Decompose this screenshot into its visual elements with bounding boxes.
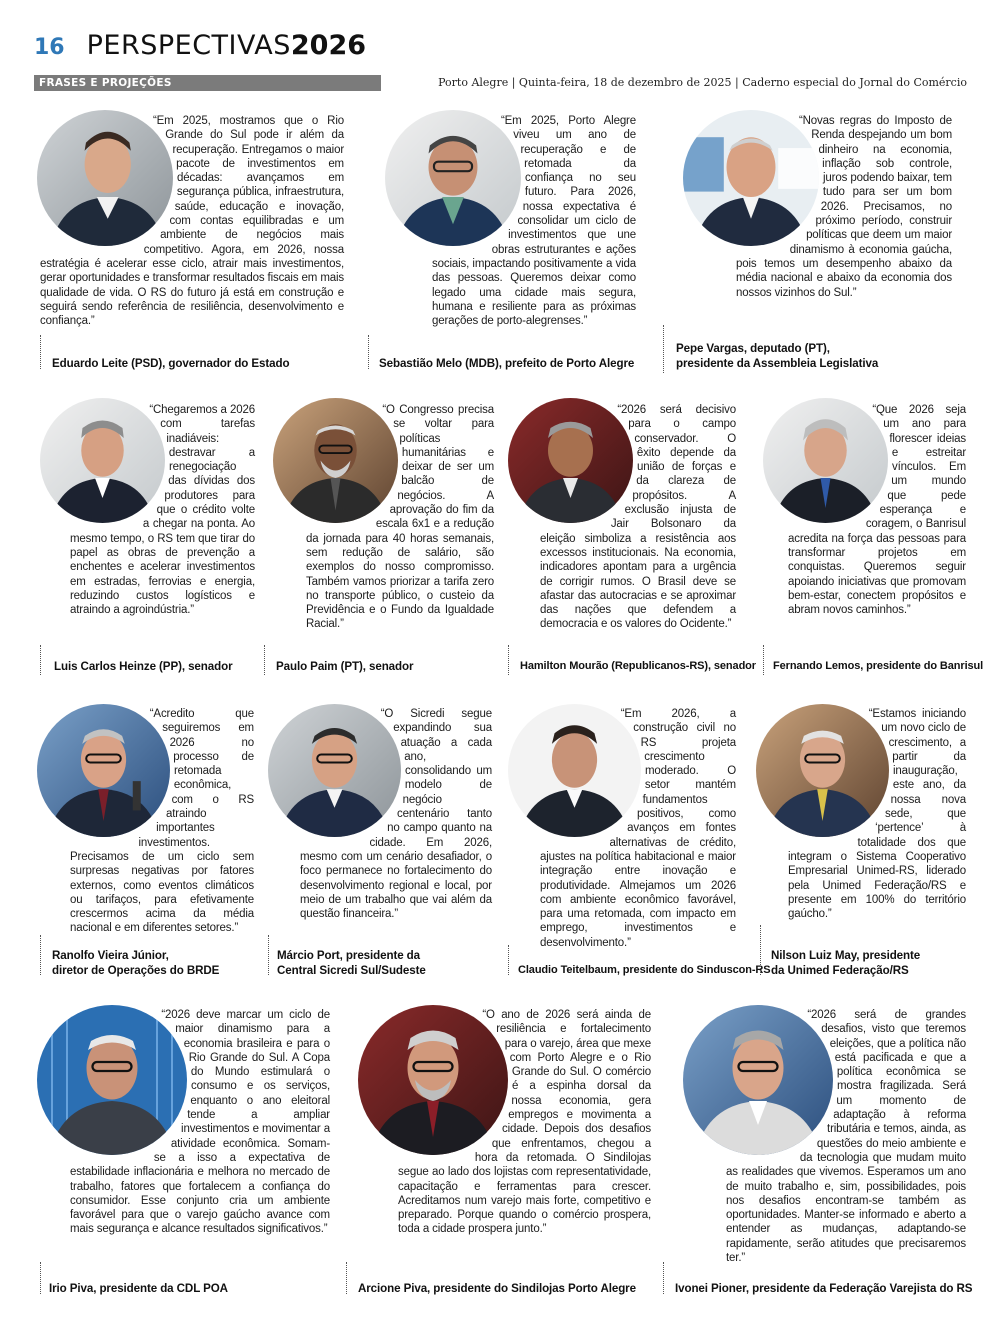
section-title: PERSPECTIVAS	[86, 30, 291, 61]
caption-leader	[268, 935, 269, 975]
caption-leader	[760, 925, 761, 975]
caption-leader	[763, 645, 764, 675]
quote-marcio-port: “O Sicredi segue expandindo sua atuação a cada ano, consolidando um modelo de negócio centenário tanto no campo quanto na cidade. Em 2026, mesmo com um cenário desafiador, o foco permanece no fortalecimento do desenvolvimento regional e local, por meio de um trabalho que vai além da questão financeira.”	[300, 708, 492, 921]
caption-ranolfo-line1: Ranolfo Vieira Júnior,	[52, 949, 169, 962]
text-wrap-spacer	[306, 403, 402, 531]
section-label: FRASES E PROJEÇÕES	[34, 75, 381, 91]
caption-leader	[368, 335, 369, 369]
section-title-year: 2026	[290, 30, 367, 61]
text-wrap-spacer	[40, 114, 177, 254]
caption-pepe-vargas-line1: Pepe Vargas, deputado (PT),	[676, 342, 830, 355]
caption-arcione-piva: Arcione Piva, presidente do Sindilojas Porto Alegre	[358, 1282, 636, 1295]
caption-leader	[40, 645, 41, 675]
caption-leader	[40, 335, 41, 369]
text-wrap-spacer	[70, 707, 174, 845]
quote-hamilton-mourao: “2026 será decisivo para o campo conservador. O êxito depende da união de forças e da clareza de propósitos. A exclusão injusta de Jair Bolsonaro da eleição simboliza a resistência aos excessos institucionais. Na economia, indicadores apontam para a urgência de corrigir rumos. O Brasil deve se afastar das autocracias e se aproximar das nações que defendem a democracia e os valores do Ocidente.”	[540, 404, 736, 631]
quote-luis-carlos-heinze: “Chegaremos a 2026 com tarefas inadiáveis: destravar a renegociação das dívidas dos produtores para que o crédito volte a chegar na ponta. Ao mesmo tempo, o RS tem que tirar do papel as obras de prevenção a enchentes e acelerar investimentos em estradas, ferrovias e energia, reduzindo custos logísticos e atraindo a agroindústria.”	[70, 404, 255, 617]
caption-marcio-port-line2: Central Sicredi Sul/Sudeste	[277, 964, 426, 977]
quote-claudio-teitelbaum: “Em 2026, a construção civil no RS projeta crescimento moderado. O setor mantém fundamentos positivos, como avanços em fontes alternativas de crédito, ajustes na política habitacional e maior integração entre inovação e produtividade. Almejamos um 2026 com ambiente econômico favorável, para uma retomada, com impacto em emprego, investimentos e desenvolvimento.”	[540, 708, 736, 949]
caption-leader	[264, 645, 265, 675]
quote-ivonei-pioner: “2026 será de grandes desafios, visto que teremos eleições, que a política não está pacificada e que a política econômica se mostra fragilizada. Será um momento de adaptação à reforma tributária e temos, ainda, as questões do meio ambiente e da tecnologia que mudam muito as realidades que vivemos. Esperamos um ano de muito trabalho e, sim, possibilidades, pois nos desafios encontram-se também as oportunidades. Manter-se informado e aberto a entender as mudanças, adaptando-se rapidamente, serão atitudes que precisaremos ter.”	[726, 1009, 966, 1265]
quote-irio-piva: “2026 deve marcar um ciclo de maior dinamismo para a economia brasileira e para o Rio Grande do Sul. A Copa do Mundo estimulará o consumo e os serviços, enquanto o ano eleitoral tende a ampliar investimentos e movimentar a atividade econômica. Somam-se a isso a expectativa de estabilidade inflacionária e melhora no mercado de trabalho, fatores que fortalecem a confiança do consumidor. Esse conjunto cria um ambiente favorável para que o varejo gaúcho avance com mais segurança e alcance resultados significativos.”	[70, 1009, 330, 1236]
caption-pepe-vargas-line2: presidente da Assembleia Legislativa	[676, 357, 879, 370]
quote-eduardo-leite: “Em 2025, mostramos que o Rio Grande do Sul pode ir além da recuperação. Entregamos o maior pacote de investimentos em décadas: avançamos em segurança pública, infraestrutura, saúde, educação e inovação, com contas equilibradas e um ambiente de negócios mais competitivo. Agora, em 2026, nossa estratégia é acelerar esse ciclo, atrair mais investimentos, gerar oportunidades e transformar resultados fiscais em mais qualidade de vida. O RS do futuro já está em construção e seguirá sendo referência de resiliência, desenvolvimento e confiança.”	[40, 115, 344, 328]
text-wrap-spacer	[540, 403, 637, 531]
caption-eduardo-leite: Eduardo Leite (PSD), governador do Estado	[52, 357, 290, 370]
quote-nilson-luiz-may: “Estamos iniciando um novo ciclo de crescimento, a partir da inauguração, este ano, da nossa nova sede, que ‘pertence’ à totalidade dos que integram o Sistema Cooperativo Empresarial Unimed-RS, liderado pela Unimed Federação/RS e presente em 100% do território gaúcho.”	[788, 708, 966, 921]
masthead	[34, 30, 366, 70]
text-wrap-spacer	[788, 707, 893, 845]
caption-nilson-line1: Nilson Luiz May, presidente	[771, 949, 921, 962]
caption-leader	[40, 935, 41, 975]
text-wrap-spacer	[788, 403, 892, 531]
caption-fernando-lemos: Fernando Lemos, presidente do Banrisul	[773, 660, 984, 672]
caption-ivonei-pioner: Ivonei Pioner, presidente da Federação Varejista do RS	[675, 1282, 973, 1295]
caption-leader	[508, 945, 509, 975]
text-wrap-spacer	[726, 1008, 837, 1163]
quote-ranolfo-vieira-junior: “Acredito que seguiremos em 2026 no processo de retomada econômica, com o RS atraindo importantes investimentos. Precisamos de um ciclo sem surpresas negativas por fatores externos, como eventos climáticos ou tarifaços, para efetivamente crescermos acima da média nacional e em diferentes setores.”	[70, 708, 254, 935]
caption-luis-carlos-heinze: Luis Carlos Heinze (PP), senador	[54, 660, 233, 673]
caption-leader	[346, 1262, 347, 1294]
caption-ranolfo-line2: diretor de Operações do BRDE	[52, 964, 220, 977]
caption-paulo-paim: Paulo Paim (PT), senador	[276, 660, 414, 673]
quote-sebastiao-melo: “Em 2025, Porto Alegre viveu um ano de recuperação e de retomada da confiança no seu futuro. Para 2026, nossa expectativa é consolidar um ciclo de investimentos que une obras estruturantes e ações sociais, impactando positivamente a vida das pessoas. Queremos deixar como legado uma cidade mais segura, humana e resiliente para as próximas gerações de porto-alegrenses.”	[432, 115, 636, 328]
caption-claudio-teitelbaum: Claudio Teitelbaum, presidente do Sinduscon-RS	[518, 964, 771, 976]
caption-marcio-port-line1: Márcio Port, presidente da	[277, 949, 421, 962]
text-wrap-spacer	[70, 1008, 191, 1163]
caption-leader	[663, 1262, 664, 1294]
caption-sebastiao-melo: Sebastião Melo (MDB), prefeito de Porto Alegre	[379, 357, 635, 370]
page-number: 16	[34, 35, 65, 60]
caption-irio-piva: Irio Piva, presidente da CDL POA	[49, 1282, 228, 1295]
quote-arcione-piva: “O ano de 2026 será ainda de resiliência e fortalecimento para o varejo, área que mexe com Porto Alegre e o Rio Grande do Sul. O comércio é a espinha dorsal da nossa economia, gera empregos e movimenta a cidade. Depois dos desafios que enfrentamos, chegou a hora da retomada. O Sindilojas segue ao lado dos lojistas com representatividade, capacitação e ferramentas para crescer. Acreditamos num varejo mais forte, competitivo e preparado. Porque quando o comércio prospera, toda a cidade prospera junto.”	[398, 1009, 651, 1236]
caption-leader	[40, 1262, 41, 1294]
text-wrap-spacer	[540, 707, 645, 845]
text-wrap-spacer	[398, 1008, 512, 1163]
quote-pepe-vargas: “Novas regras do Imposto de Renda despejando um bom dinheiro na economia, inflação sob controle, juros podendo baixar, tem tudo para ser um bom 2026. Precisamos, no próximo período, construir políticas que deem um maior dinamismo à economia gaúcha, pois temos um desempenho abaixo da média nacional e abaixo da economia dos nossos vizinhos do Sul.”	[736, 115, 952, 299]
text-wrap-spacer	[736, 114, 823, 254]
caption-leader	[663, 325, 664, 373]
dateline: Porto Alegre | Quinta-feira, 18 de dezembro de 2025 | Caderno especial do Jornal do Comércio	[438, 76, 967, 89]
text-wrap-spacer	[300, 707, 405, 845]
caption-leader	[508, 645, 509, 675]
caption-hamilton-mourao: Hamilton Mourão (Republicanos-RS), senador	[520, 660, 756, 672]
caption-nilson-line2: da Unimed Federação/RS	[771, 964, 909, 977]
text-wrap-spacer	[432, 114, 525, 254]
text-wrap-spacer	[70, 403, 169, 531]
quote-paulo-paim: “O Congresso precisa se voltar para políticas humanitárias e deixar de ser um balcão de negócios. A aprovação do fim da escala 6x1 e a redução da jornada para 40 horas semanais, sem redução de salário, são exemplos do nosso compromisso. Também vamos priorizar a tarifa zero no transporte público, o custeio da Previdência e o Fundo da Igualdade Racial.”	[306, 404, 494, 631]
quote-fernando-lemos: “Que 2026 seja um ano para florescer ideias e estreitar vínculos. Em um mundo que pede esperança e coragem, o Banrisul acredita na força das pessoas para transformar projetos em conquistas. Queremos seguir apoiando iniciativas que promovam bem-estar, conectem propósitos e abram novos caminhos.”	[788, 404, 966, 617]
